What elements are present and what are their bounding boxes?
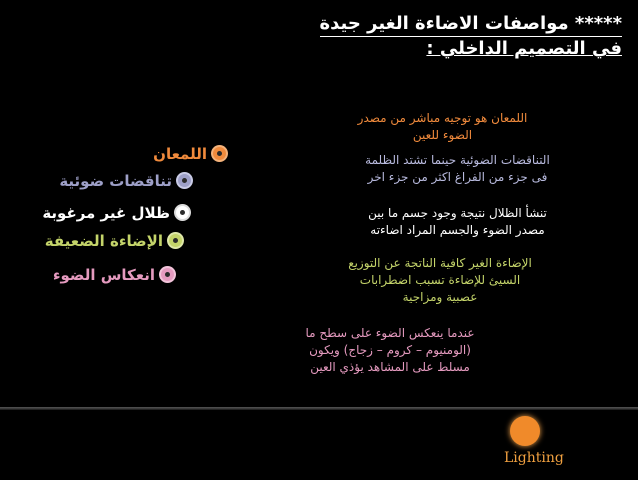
brand-label: Lighting <box>504 450 564 466</box>
paragraph-line: مسلط على المشاهد يؤذي العين <box>310 360 470 374</box>
paragraph-line: فى جزء من الفراغ اكثر من جزء اخر <box>367 170 548 184</box>
paragraph-reflection <box>280 325 500 376</box>
paragraph-line: عصبية ومزاجية <box>402 290 478 304</box>
paragraph-weak-lighting <box>325 255 555 306</box>
paragraph-line: الإضاءة الغير كافية الناتجة عن التوزيع <box>348 256 532 270</box>
paragraph-line: عندما ينعكس الضوء على سطح ما <box>305 326 475 340</box>
nav-item-label: الإضاءة الضعيفة <box>44 231 163 250</box>
nav-item-reflection <box>53 264 174 285</box>
nav-item-weak-lighting <box>45 230 182 251</box>
nav-item-glare <box>153 143 226 164</box>
paragraph-line: التناقضات الضوئية حينما تشتد الظلمة <box>365 153 550 167</box>
nav-item-contrast <box>59 170 191 191</box>
green-dot-icon <box>169 234 182 247</box>
slide-title <box>320 12 622 61</box>
paragraph-line: (الومنيوم – كروم – زجاج) ويكون <box>309 343 471 357</box>
paragraph-glare <box>330 110 555 144</box>
grey-dot-icon <box>178 174 191 187</box>
paragraph-contrast <box>345 152 570 186</box>
nav-item-label: ظلال غير مرغوبة <box>42 203 170 222</box>
title-line-2: في التصميم الداخلي : <box>426 38 622 59</box>
nav-item-label: اللمعان <box>153 144 207 163</box>
nav-item-label: انعكاس الضوء <box>52 265 155 284</box>
white-dot-icon <box>176 206 189 219</box>
sun-circle-icon <box>510 416 540 446</box>
footer <box>0 409 638 480</box>
orange-dot-icon <box>213 147 226 160</box>
pink-dot-icon <box>161 268 174 281</box>
paragraph-shadows <box>345 205 570 239</box>
paragraph-line: الضوء للعين <box>412 128 473 142</box>
nav-item-shadows <box>42 202 189 223</box>
title-line-1: ***** مواصفات الاضاءة الغير جيدة <box>320 12 622 37</box>
paragraph-line: اللمعان هو توجيه مباشر من مصدر <box>357 111 528 125</box>
paragraph-line: مصدر الضوء والجسم المراد اضاءته <box>370 223 545 237</box>
nav-item-label: تناقضات ضوئية <box>59 171 172 190</box>
paragraph-line: السيئ للإضاءة تسبب اضطرابات <box>359 273 521 287</box>
paragraph-line: تنشأ الظلال نتيجة وجود جسم ما بين <box>368 206 547 220</box>
